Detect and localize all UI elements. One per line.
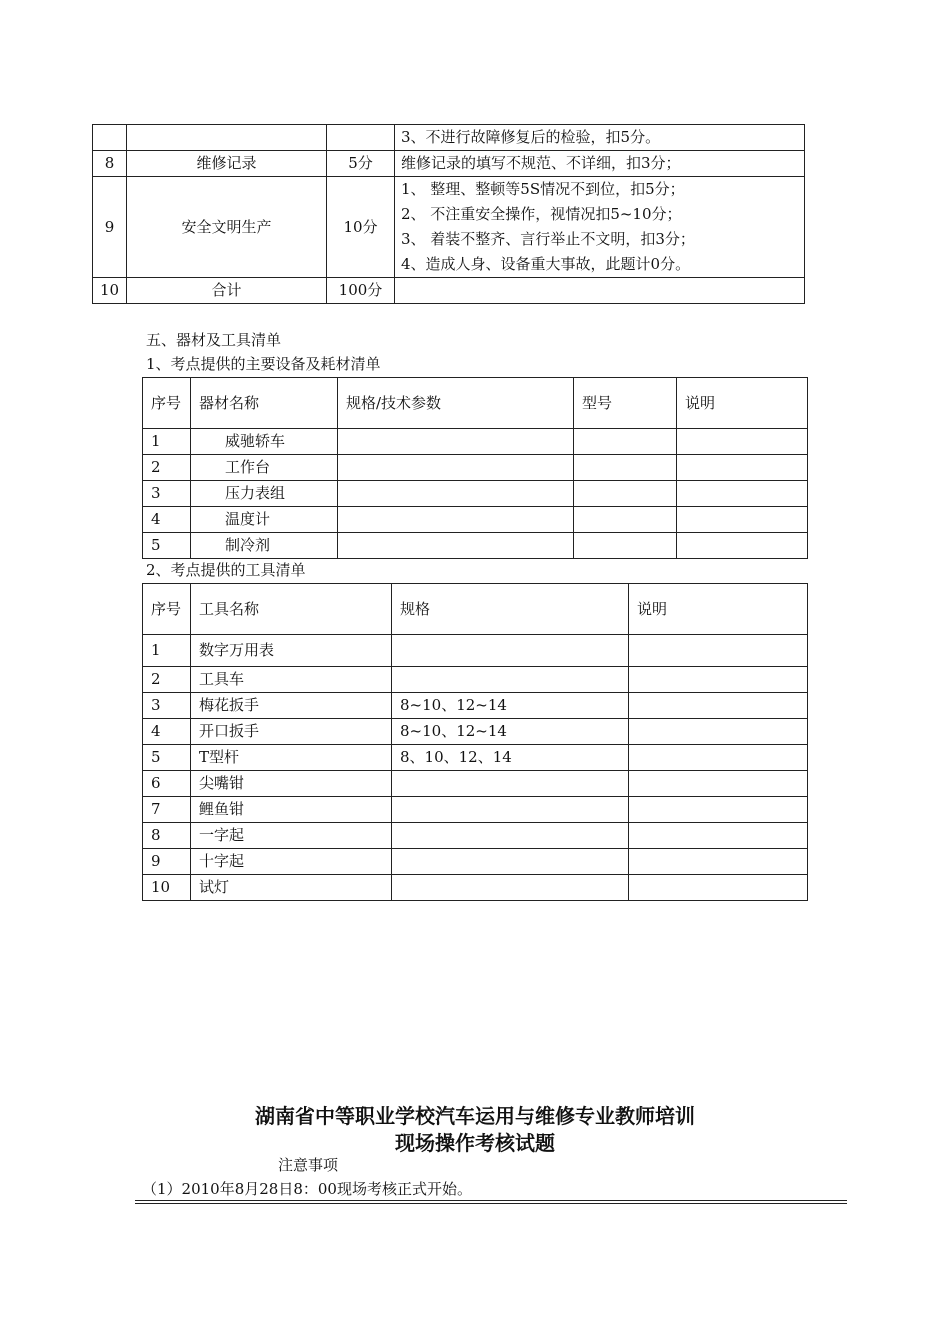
table-cell bbox=[574, 533, 677, 559]
equipment-table-body bbox=[143, 378, 808, 559]
table-row bbox=[143, 455, 808, 481]
table-cell bbox=[629, 823, 808, 849]
table-cell bbox=[629, 849, 808, 875]
score-points-cell: 10分 bbox=[327, 177, 395, 278]
score-points-cell: 5分 bbox=[327, 151, 395, 177]
table-cell bbox=[629, 635, 808, 667]
table-cell: 制冷剂 bbox=[191, 533, 338, 559]
score-item-cell: 安全文明生产 bbox=[127, 177, 327, 278]
table-cell: 尖嘴钳 bbox=[191, 771, 392, 797]
score-points-cell bbox=[327, 125, 395, 151]
tools-table-body bbox=[143, 584, 808, 901]
tools-list-heading: 2、考点提供的工具清单 bbox=[146, 561, 306, 579]
table-cell bbox=[677, 455, 808, 481]
table-cell: 温度计 bbox=[191, 507, 338, 533]
table-cell bbox=[338, 429, 574, 455]
table-cell bbox=[574, 429, 677, 455]
score-no-cell: 8 bbox=[93, 151, 127, 177]
table-cell: 一字起 bbox=[191, 823, 392, 849]
table-cell bbox=[574, 481, 677, 507]
table-cell: 数字万用表 bbox=[191, 635, 392, 667]
table-row bbox=[143, 875, 808, 901]
table-cell: 3 bbox=[143, 693, 191, 719]
header-cell: 规格/技术参数 bbox=[338, 378, 574, 429]
table-cell: 9 bbox=[143, 849, 191, 875]
table-cell bbox=[392, 823, 629, 849]
table-cell bbox=[629, 667, 808, 693]
exam-title-line-1: 湖南省中等职业学校汽车运用与维修专业教师培训 bbox=[255, 1104, 695, 1128]
table-cell bbox=[392, 667, 629, 693]
table-cell bbox=[629, 875, 808, 901]
score-item-cell bbox=[127, 125, 327, 151]
table-cell bbox=[677, 533, 808, 559]
table-cell: 梅花扳手 bbox=[191, 693, 392, 719]
table-row bbox=[143, 745, 808, 771]
criteria-line: 1、 整理、整顿等5S情况不到位，扣5分； bbox=[401, 180, 685, 198]
table-cell: 十字起 bbox=[191, 849, 392, 875]
table-cell bbox=[392, 797, 629, 823]
equipment-list-heading: 1、考点提供的主要设备及耗材清单 bbox=[146, 355, 381, 373]
divider-line-bottom bbox=[135, 1203, 847, 1204]
score-item-cell: 合计 bbox=[127, 278, 327, 304]
criteria-line: 维修记录的填写不规范、不详细，扣3分； bbox=[401, 154, 681, 172]
criteria-line: 2、 不注重安全操作，视情况扣5~10分； bbox=[401, 205, 682, 223]
notes-heading: 注意事项 bbox=[278, 1156, 339, 1174]
header-row bbox=[143, 584, 808, 635]
table-cell bbox=[629, 693, 808, 719]
note-1: （1）2010年8月28日8：00现场考核正式开始。 bbox=[142, 1180, 472, 1198]
criteria-line: 3、 着装不整齐、言行举止不文明，扣3分； bbox=[401, 230, 695, 248]
table-cell: 工作台 bbox=[191, 455, 338, 481]
divider-line-top bbox=[135, 1200, 847, 1201]
header-cell: 序号 bbox=[143, 378, 191, 429]
section-5-title: 五、器材及工具清单 bbox=[146, 331, 282, 349]
scoring-table-body bbox=[93, 125, 805, 304]
header-row bbox=[143, 378, 808, 429]
score-row bbox=[93, 125, 805, 151]
score-row bbox=[93, 278, 805, 304]
table-cell bbox=[392, 771, 629, 797]
score-item-cell: 维修记录 bbox=[127, 151, 327, 177]
table-row bbox=[143, 667, 808, 693]
score-criteria-cell bbox=[395, 278, 805, 304]
table-cell: 4 bbox=[143, 507, 191, 533]
header-cell: 器材名称 bbox=[191, 378, 338, 429]
table-cell bbox=[392, 875, 629, 901]
table-row bbox=[143, 481, 808, 507]
table-cell bbox=[629, 797, 808, 823]
table-cell bbox=[629, 745, 808, 771]
table-cell: 威驰轿车 bbox=[191, 429, 338, 455]
score-criteria-cell bbox=[395, 125, 805, 151]
table-cell bbox=[574, 455, 677, 481]
table-cell: 工具车 bbox=[191, 667, 392, 693]
table-cell bbox=[629, 771, 808, 797]
table-row bbox=[143, 429, 808, 455]
table-cell: 开口扳手 bbox=[191, 719, 392, 745]
table-cell bbox=[392, 849, 629, 875]
table-cell: 3 bbox=[143, 481, 191, 507]
score-criteria-cell bbox=[395, 151, 805, 177]
table-cell: 8~10、12~14 bbox=[392, 693, 629, 719]
criteria-line: 3、不进行故障修复后的检验，扣5分。 bbox=[401, 128, 661, 146]
table-row bbox=[143, 823, 808, 849]
criteria-line: 4、造成人身、设备重大事故，此题计0分。 bbox=[401, 255, 691, 273]
score-points-cell: 100分 bbox=[327, 278, 395, 304]
table-cell: 1 bbox=[143, 429, 191, 455]
table-cell: 8、10、12、14 bbox=[392, 745, 629, 771]
table-cell bbox=[677, 507, 808, 533]
table-cell bbox=[338, 507, 574, 533]
score-no-cell: 9 bbox=[93, 177, 127, 278]
header-cell: 说明 bbox=[629, 584, 808, 635]
table-cell bbox=[677, 481, 808, 507]
table-cell: T型杆 bbox=[191, 745, 392, 771]
table-cell bbox=[338, 455, 574, 481]
table-cell: 4 bbox=[143, 719, 191, 745]
table-row bbox=[143, 507, 808, 533]
score-row bbox=[93, 151, 805, 177]
table-row bbox=[143, 533, 808, 559]
table-cell bbox=[338, 481, 574, 507]
table-cell: 5 bbox=[143, 533, 191, 559]
equipment-table bbox=[142, 377, 808, 559]
table-cell bbox=[392, 635, 629, 667]
header-cell: 型号 bbox=[574, 378, 677, 429]
table-cell bbox=[574, 507, 677, 533]
score-no-cell bbox=[93, 125, 127, 151]
table-cell: 1 bbox=[143, 635, 191, 667]
table-row bbox=[143, 635, 808, 667]
header-cell: 说明 bbox=[677, 378, 808, 429]
table-cell: 2 bbox=[143, 455, 191, 481]
table-cell bbox=[677, 429, 808, 455]
table-row bbox=[143, 797, 808, 823]
table-row bbox=[143, 693, 808, 719]
table-cell: 5 bbox=[143, 745, 191, 771]
score-no-cell: 10 bbox=[93, 278, 127, 304]
table-cell: 压力表组 bbox=[191, 481, 338, 507]
table-cell: 鲤鱼钳 bbox=[191, 797, 392, 823]
table-row bbox=[143, 719, 808, 745]
table-cell: 8 bbox=[143, 823, 191, 849]
scoring-table bbox=[92, 124, 805, 304]
table-cell: 8~10、12~14 bbox=[392, 719, 629, 745]
table-cell: 6 bbox=[143, 771, 191, 797]
table-cell: 试灯 bbox=[191, 875, 392, 901]
exam-title-line-2: 现场操作考核试题 bbox=[395, 1131, 555, 1155]
score-row bbox=[93, 177, 805, 278]
table-cell: 7 bbox=[143, 797, 191, 823]
table-cell bbox=[629, 719, 808, 745]
header-cell: 序号 bbox=[143, 584, 191, 635]
table-cell bbox=[338, 533, 574, 559]
table-cell: 10 bbox=[143, 875, 191, 901]
tools-table bbox=[142, 583, 808, 901]
table-row bbox=[143, 771, 808, 797]
table-cell: 2 bbox=[143, 667, 191, 693]
header-cell: 工具名称 bbox=[191, 584, 392, 635]
score-criteria-cell bbox=[395, 177, 805, 278]
header-cell: 规格 bbox=[392, 584, 629, 635]
table-row bbox=[143, 849, 808, 875]
